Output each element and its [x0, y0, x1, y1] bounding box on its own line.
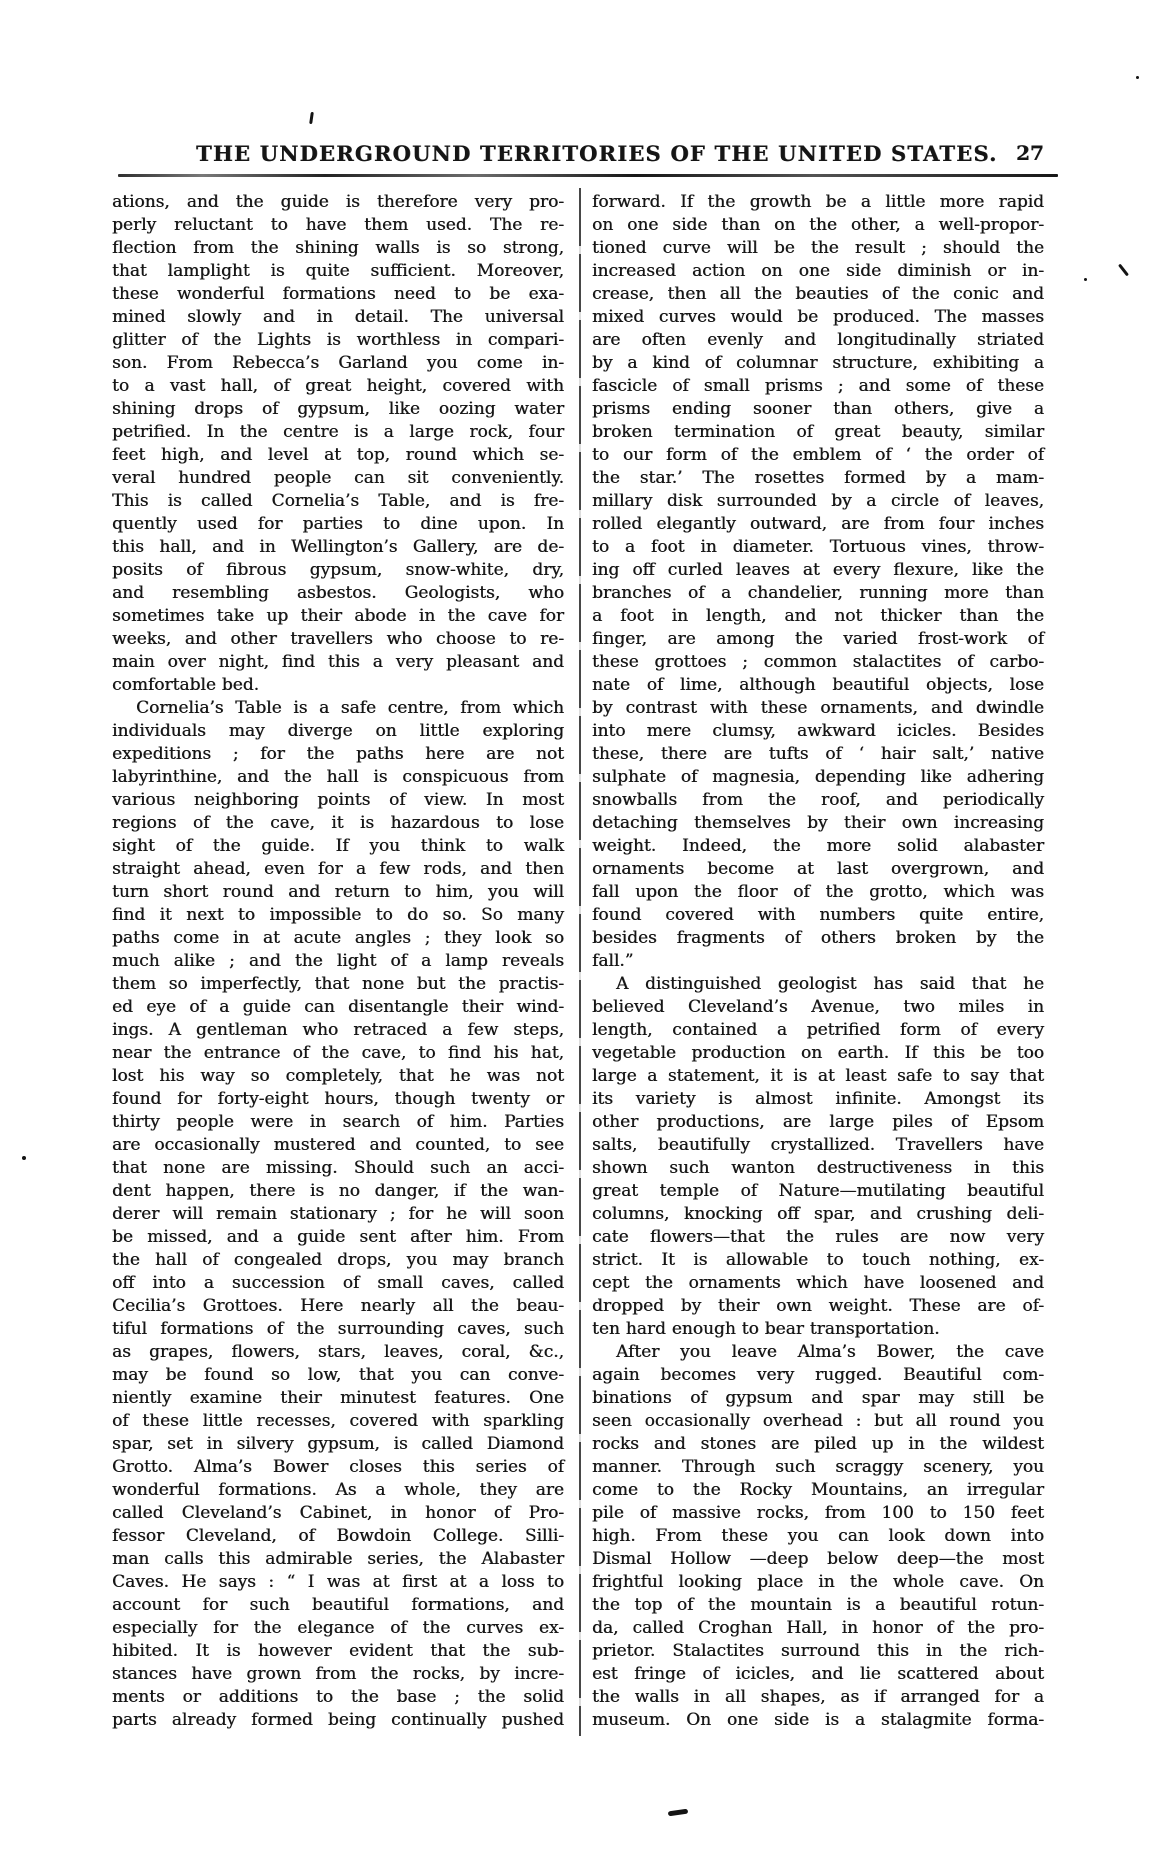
text-line: derer will remain stationary ; for he will soon	[112, 1204, 564, 1224]
text-line: by contrast with these ornaments, and dwindle	[592, 698, 1044, 718]
text-line: to a foot in diameter. Tortuous vines, throw-	[592, 537, 1044, 557]
text-line: find it next to impossible to do so. So many	[112, 905, 564, 925]
text-line: large a statement, it is at least safe to say that	[592, 1066, 1044, 1086]
text-line: millary disk surrounded by a circle of leaves,	[592, 491, 1044, 511]
text-line: crease, then all the beauties of the conic and	[592, 284, 1044, 304]
text-line: stances have grown from the rocks, by incre-	[112, 1664, 564, 1684]
text-line: the top of the mountain is a beautiful rotun-	[592, 1595, 1044, 1615]
text-line: off into a succession of small caves, called	[112, 1273, 564, 1293]
text-line: lost his way so completely, that he was not	[112, 1066, 564, 1086]
text-line: museum. On one side is a stalagmite forma-	[592, 1710, 1044, 1730]
text-line: believed Cleveland’s Avenue, two miles in	[592, 997, 1044, 1017]
text-line: fall.”	[592, 951, 634, 971]
text-line: ations, and the guide is therefore very pro-	[112, 192, 564, 212]
text-line: that none are missing. Should such an acci-	[112, 1158, 564, 1178]
text-line: detaching themselves by their own increasing	[592, 813, 1044, 833]
text-line: fascicle of small prisms ; and some of these	[592, 376, 1044, 396]
text-line: are occasionally mustered and counted, to see	[112, 1135, 564, 1155]
text-line: various neighboring points of view. In most	[112, 790, 564, 810]
text-line: this hall, and in Wellington’s Gallery, are de-	[112, 537, 564, 557]
text-line: may be found so low, that you can conve-	[112, 1365, 564, 1385]
scan-speck	[1136, 76, 1139, 79]
text-line: are often evenly and longitudinally striated	[592, 330, 1044, 350]
text-line: flection from the shining walls is so strong,	[112, 238, 564, 258]
page-title: THE UNDERGROUND TERRITORIES OF THE UNITED STATES.	[196, 141, 998, 166]
text-line: regions of the cave, it is hazardous to lose	[112, 813, 564, 833]
text-line: spar, set in silvery gypsum, is called Diamond	[112, 1434, 564, 1454]
text-line: shining drops of gypsum, like oozing water	[112, 399, 564, 419]
text-line: strict. It is allowable to touch nothing, ex-	[592, 1250, 1044, 1270]
text-line: ments or additions to the base ; the solid	[112, 1687, 564, 1707]
text-line: near the entrance of the cave, to find his hat,	[112, 1043, 564, 1063]
text-line: weeks, and other travellers who choose to re-	[112, 629, 564, 649]
text-line: est fringe of icicles, and lie scattered about	[592, 1664, 1044, 1684]
page-number: 27	[1016, 141, 1044, 165]
right-column	[592, 191, 1044, 1732]
text-line: posits of fibrous gypsum, snow-white, dry,	[112, 560, 564, 580]
text-line: wonderful formations. As a whole, they are	[112, 1480, 564, 1500]
text-line: seen occasionally overhead : but all round you	[592, 1411, 1044, 1431]
scan-speck	[309, 112, 314, 124]
text-line: come to the Rocky Mountains, an irregular	[592, 1480, 1044, 1500]
text-line: by a kind of columnar structure, exhibiting a	[592, 353, 1044, 373]
text-line: tiful formations of the surrounding caves, such	[112, 1319, 564, 1339]
text-line: individuals may diverge on little exploring	[112, 721, 564, 741]
text-line: da, called Croghan Hall, in honor of the pro-	[592, 1618, 1044, 1638]
text-line: sight of the guide. If you think to walk	[112, 836, 564, 856]
text-line: these grottoes ; common stalactites of carbo-	[592, 652, 1044, 672]
text-line: snowballs from the roof, and periodically	[592, 790, 1044, 810]
text-line: a foot in length, and not thicker than the	[592, 606, 1044, 626]
text-line: on one side than on the other, a well-propor-	[592, 215, 1044, 235]
text-line: that lamplight is quite sufficient. Moreover,	[112, 261, 564, 281]
text-line: dent happen, there is no danger, if the wan-	[112, 1181, 564, 1201]
text-line: called Cleveland’s Cabinet, in honor of Pro-	[112, 1503, 564, 1523]
text-line: comfortable bed.	[112, 675, 260, 695]
text-line: these wonderful formations need to be exa-	[112, 284, 564, 304]
text-line: binations of gypsum and spar may still be	[592, 1388, 1044, 1408]
text-line: sometimes take up their abode in the cave for	[112, 606, 564, 626]
text-line: frightful looking place in the whole cave. On	[592, 1572, 1044, 1592]
text-line: labyrinthine, and the hall is conspicuous from	[112, 767, 564, 787]
scan-speck	[1084, 278, 1087, 281]
text-line: these, there are tufts of ‘ hair salt,’ native	[592, 744, 1044, 764]
text-line: the star.’ The rosettes formed by a mam-	[592, 468, 1044, 488]
text-line: feet high, and level at top, round which se-	[112, 445, 564, 465]
text-line: This is called Cornelia’s Table, and is fre-	[112, 491, 564, 511]
text-line: length, contained a petrified form of every	[592, 1020, 1044, 1040]
text-line: A distinguished geologist has said that he	[616, 974, 1044, 994]
text-line: as grapes, flowers, stars, leaves, coral, &c.,	[112, 1342, 564, 1362]
text-line: man calls this admirable series, the Alabaster	[112, 1549, 564, 1569]
text-line: cate flowers—that the rules are now very	[592, 1227, 1044, 1247]
text-line: the hall of congealed drops, you may branch	[112, 1250, 564, 1270]
text-line: much alike ; and the light of a lamp reveals	[112, 951, 564, 971]
text-line: weight. Indeed, the more solid alabaster	[592, 836, 1044, 856]
text-line: fessor Cleveland, of Bowdoin College. Silli-	[112, 1526, 564, 1546]
text-line: found covered with numbers quite entire,	[592, 905, 1044, 925]
text-line: quently used for parties to dine upon. In	[112, 514, 564, 534]
text-line: nate of lime, although beautiful objects, lose	[592, 675, 1044, 695]
text-line: its variety is almost infinite. Amongst its	[592, 1089, 1044, 1109]
text-line: ornaments become at last overgrown, and	[592, 859, 1044, 879]
text-line: paths come in at acute angles ; they look so	[112, 928, 564, 948]
text-line: branches of a chandelier, running more than	[592, 583, 1044, 603]
text-line: straight ahead, even for a few rods, and then	[112, 859, 564, 879]
text-line: to our form of the emblem of ‘ the order of	[592, 445, 1044, 465]
text-line: besides fragments of others broken by the	[592, 928, 1044, 948]
text-line: salts, beautifully crystallized. Travellers have	[592, 1135, 1044, 1155]
text-line: glitter of the Lights is worthless in compari-	[112, 330, 564, 350]
text-line: mixed curves would be produced. The masses	[592, 307, 1044, 327]
text-line: fall upon the floor of the grotto, which was	[592, 882, 1044, 902]
text-line: tioned curve will be the result ; should the	[592, 238, 1044, 258]
text-line: prisms ending sooner than others, give a	[592, 399, 1044, 419]
text-line: them so imperfectly, that none but the practis-	[112, 974, 564, 994]
text-line: vegetable production on earth. If this be too	[592, 1043, 1044, 1063]
text-line: rocks and stones are piled up in the wildest	[592, 1434, 1044, 1454]
text-line: main over night, find this a very pleasant and	[112, 652, 564, 672]
text-line: especially for the elegance of the curves ex-	[112, 1618, 564, 1638]
text-line: parts already formed being continually pushed	[112, 1710, 564, 1730]
text-line: manner. Through such scraggy scenery, you	[592, 1457, 1044, 1477]
text-line: Caves. He says : “ I was at first at a loss to	[112, 1572, 564, 1592]
text-line: of these little recesses, covered with sparkling	[112, 1411, 564, 1431]
text-line: increased action on one side diminish or in-	[592, 261, 1044, 281]
text-line: dropped by their own weight. These are of-	[592, 1296, 1044, 1316]
text-line: columns, knocking off spar, and crushing deli-	[592, 1204, 1044, 1224]
text-line: hibited. It is however evident that the sub-	[112, 1641, 564, 1661]
text-line: the walls in all shapes, as if arranged for a	[592, 1687, 1044, 1707]
text-line: broken termination of great beauty, similar	[592, 422, 1044, 442]
text-line: cept the ornaments which have loosened and	[592, 1273, 1044, 1293]
text-line: Cecilia’s Grottoes. Here nearly all the beau-	[112, 1296, 564, 1316]
text-line: petrified. In the centre is a large rock, four	[112, 422, 564, 442]
text-line: and resembling asbestos. Geologists, who	[112, 583, 564, 603]
text-line: thirty people were in search of him. Parties	[112, 1112, 564, 1132]
text-line: expeditions ; for the paths here are not	[112, 744, 564, 764]
text-line: finger, are among the varied frost-work of	[592, 629, 1044, 649]
text-line: ings. A gentleman who retraced a few steps,	[112, 1020, 564, 1040]
text-line: to a vast hall, of great height, covered with	[112, 376, 564, 396]
text-line: sulphate of magnesia, depending like adhering	[592, 767, 1044, 787]
text-line: great temple of Nature—mutilating beautiful	[592, 1181, 1044, 1201]
text-line: veral hundred people can sit conveniently.	[112, 468, 564, 488]
text-line: rolled elegantly outward, are from four inches	[592, 514, 1044, 534]
text-line: into mere clumsy, awkward icicles. Besides	[592, 721, 1044, 741]
left-column	[112, 191, 564, 1732]
text-line: high. From these you can look down into	[592, 1526, 1044, 1546]
text-line: prietor. Stalactites surround this in the rich-	[592, 1641, 1044, 1661]
text-line: Grotto. Alma’s Bower closes this series of	[112, 1457, 564, 1477]
text-line: turn short round and return to him, you will	[112, 882, 564, 902]
text-line: niently examine their minutest features. One	[112, 1388, 564, 1408]
text-line: Dismal Hollow —deep below deep—the most	[592, 1549, 1044, 1569]
text-line: ed eye of a guide can disentangle their wind-	[112, 997, 564, 1017]
scan-speck	[1118, 264, 1129, 277]
text-line: other productions, are large piles of Epsom	[592, 1112, 1044, 1132]
column-divider-rule	[579, 188, 581, 1736]
text-line: again becomes very rugged. Beautiful com-	[592, 1365, 1044, 1385]
scan-speck	[22, 1156, 26, 1160]
text-line: pile of massive rocks, from 100 to 150 feet	[592, 1503, 1044, 1523]
text-line: perly reluctant to have them used. The re-	[112, 215, 564, 235]
text-line: found for forty-eight hours, though twenty or	[112, 1089, 564, 1109]
text-line: Cornelia’s Table is a safe centre, from which	[136, 698, 564, 718]
text-line: After you leave Alma’s Bower, the cave	[616, 1342, 1044, 1362]
text-line: son. From Rebecca’s Garland you come in-	[112, 353, 564, 373]
text-line: ten hard enough to bear transportation.	[592, 1319, 940, 1339]
text-line: be missed, and a guide sent after him. From	[112, 1227, 564, 1247]
text-line: ing off curled leaves at every flexure, like the	[592, 560, 1044, 580]
header-rule	[118, 174, 1058, 177]
text-line: shown such wanton destructiveness in this	[592, 1158, 1044, 1178]
text-line: account for such beautiful formations, and	[112, 1595, 564, 1615]
text-line: forward. If the growth be a little more rapid	[592, 192, 1044, 212]
scan-speck	[668, 1809, 689, 1817]
text-line: mined slowly and in detail. The universal	[112, 307, 564, 327]
